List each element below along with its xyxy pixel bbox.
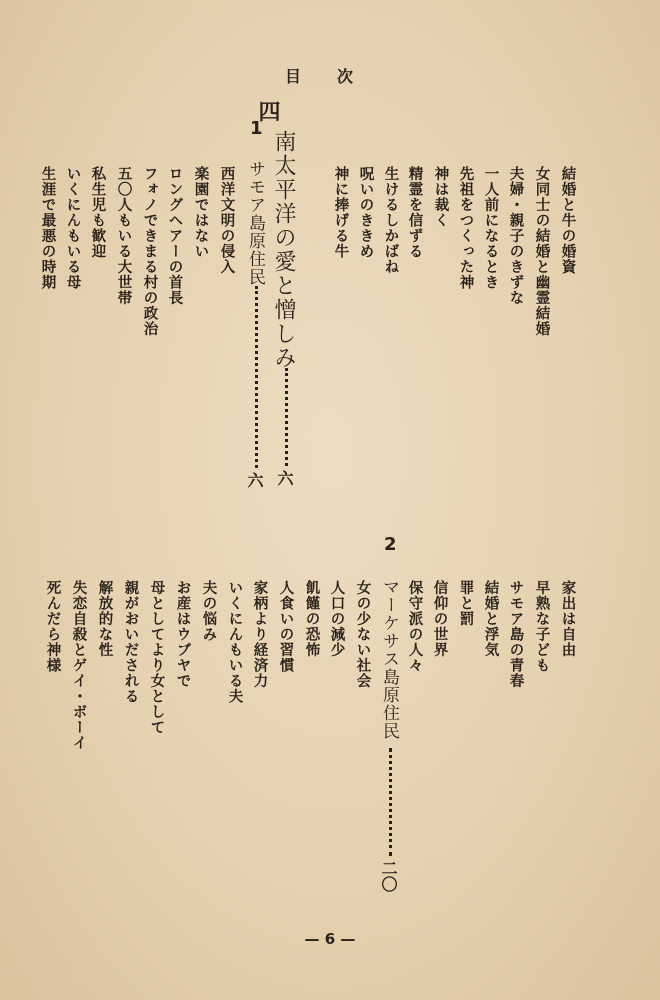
s2-item: 死んだら神様 xyxy=(44,580,62,673)
s2-item: 早熟な子ども xyxy=(533,580,551,673)
s2-item: 結婚と浮気 xyxy=(482,580,500,658)
section2-title: マーケサス島原住民 xyxy=(379,578,399,740)
s2-item: 人口の減少 xyxy=(328,580,346,658)
section2-page: 二〇 xyxy=(379,860,398,892)
s2-item: 親がおいだされる xyxy=(122,580,140,704)
s1-item: 神は裁く xyxy=(432,166,450,228)
s1-item: 一人前になるとき xyxy=(482,166,500,290)
section1-leader-dots xyxy=(255,286,258,468)
s1-item: ロングヘアーの首長 xyxy=(166,166,184,306)
s2-item: 家出は自由 xyxy=(559,580,577,658)
s1-item: フォノできまる村の政治 xyxy=(141,166,159,337)
s2-item: 信仰の世界 xyxy=(431,580,449,658)
part-leader-dots xyxy=(285,368,288,466)
s2-item: 失恋自殺とゲイ・ボーイ xyxy=(70,580,88,751)
s1-item: 先祖をつくった神 xyxy=(457,166,475,290)
s2-item: 罪と罰 xyxy=(457,580,475,627)
s2-item: サモア島の青春 xyxy=(507,580,525,689)
section1-title: サモア島原住民 xyxy=(245,160,265,286)
part-page: 六 xyxy=(275,470,294,486)
s1-item: 生涯で最悪の時期 xyxy=(39,166,57,290)
s1-item: 呪いのききめ xyxy=(357,166,375,259)
section2-number: 2 xyxy=(384,534,397,555)
s2-item: いくにんもいる夫 xyxy=(226,580,244,704)
s1-item: 精霊を信ずる xyxy=(406,166,424,259)
s1-item: 結婚と牛の婚資 xyxy=(559,166,577,275)
s1-item: 夫婦・親子のきずな xyxy=(507,166,525,306)
s1-item: いくにんもいる母 xyxy=(64,166,82,290)
s2-item: 解放的な性 xyxy=(96,580,114,658)
s1-item: 女同士の結婚と幽霊結婚 xyxy=(533,166,551,337)
s1-item: 私生児も歓迎 xyxy=(89,166,107,259)
section1-page: 六 xyxy=(245,472,264,488)
s2-item: 人食いの習慣 xyxy=(277,580,295,673)
s1-item: 神に捧げる牛 xyxy=(332,166,350,259)
s2-item: お産はウブヤで xyxy=(174,580,192,689)
s2-item: 夫の悩み xyxy=(200,580,218,642)
s2-item: 飢饉の恐怖 xyxy=(303,580,321,658)
s2-item: 女の少ない社会 xyxy=(354,580,372,689)
section1-number: 1 xyxy=(250,118,263,139)
s2-item: 家柄より経済力 xyxy=(251,580,269,689)
s2-item: 母としてより女として xyxy=(148,580,166,735)
s1-item: 西洋文明の侵入 xyxy=(218,166,236,275)
s1-item: 楽園ではない xyxy=(192,166,210,259)
s1-item: 生けるしかばね xyxy=(382,166,400,275)
page-number: — 6 — xyxy=(304,930,356,948)
section2-leader-dots xyxy=(389,748,392,856)
part-number: 四 xyxy=(255,100,281,122)
s1-item: 五〇人もいる大世帯 xyxy=(115,166,133,306)
part-title: 南太平洋の愛と憎しみ xyxy=(271,130,296,370)
s2-item: 保守派の人々 xyxy=(406,580,424,673)
toc-header: 目次 xyxy=(285,67,390,86)
